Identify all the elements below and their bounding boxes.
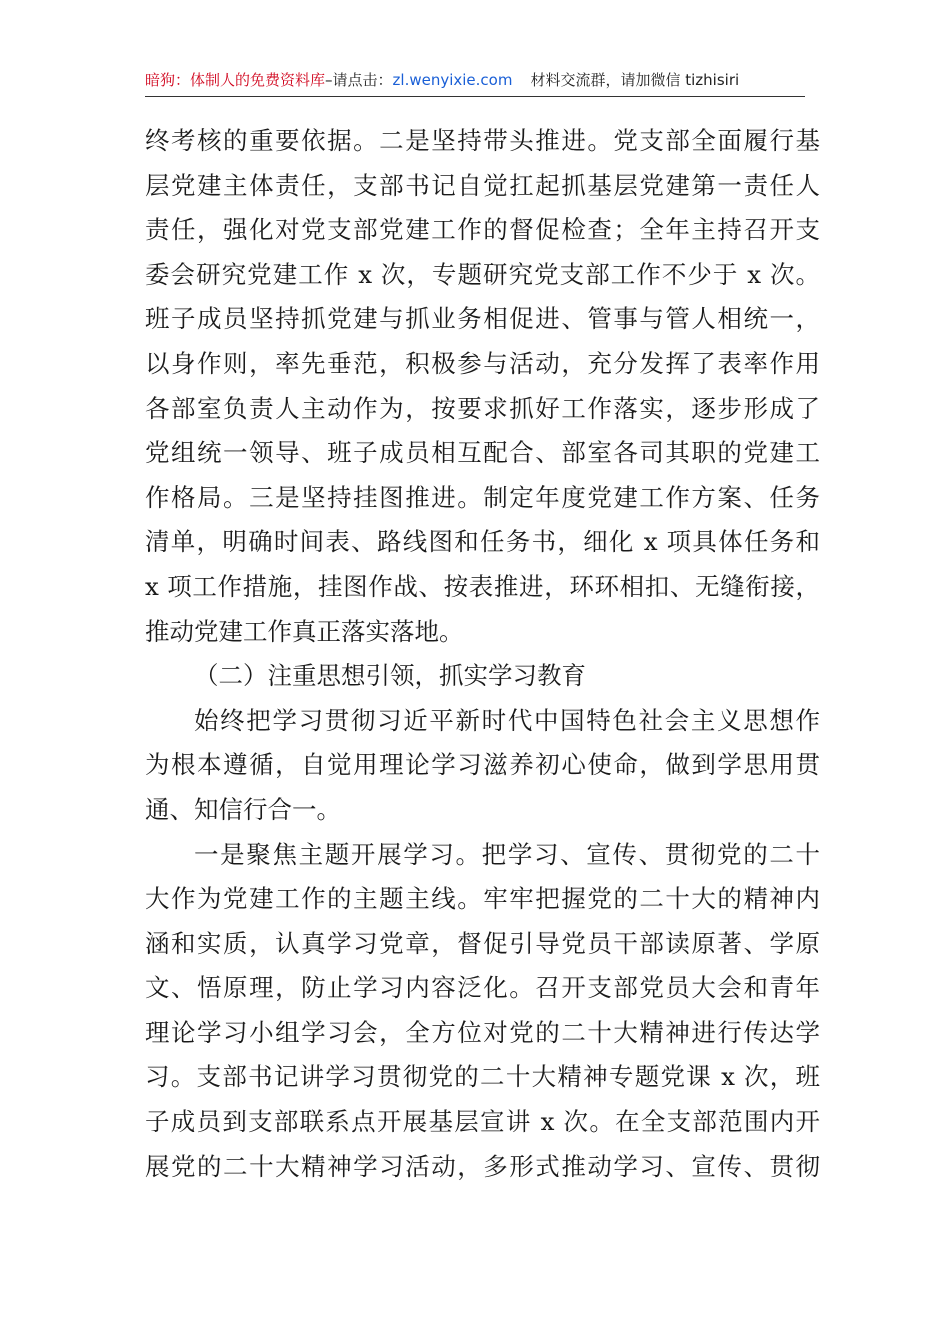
text-line: 习。支部书记讲学习贯彻党的二十大精神专题党课 x 次，班 <box>145 1062 820 1092</box>
text-line: 责任，强化对党支部党建工作的督促检查；全年主持召开支 <box>145 215 820 245</box>
text-line: 展党的二十大精神学习活动，多形式推动学习、宣传、贯彻 <box>145 1151 820 1181</box>
header-click-prompt: –请点击： <box>325 71 393 89</box>
text-line: 为根本遵循，自觉用理论学习滋养初心使命，做到学思用贯 <box>145 750 820 780</box>
page-header-banner <box>145 66 805 97</box>
text-line: 始终把学习贯彻习近平新时代中国特色社会主义思想作 <box>194 705 820 735</box>
text-line: 层党建主体责任，支部书记自觉扛起抓基层党建第一责任人 <box>145 170 820 200</box>
header-site-name: 暗狗：体制人的免费资料库 <box>145 71 326 89</box>
text-line: 子成员到支部联系点开展基层宣讲 x 次。在全支部范围内开 <box>145 1107 820 1137</box>
text-line: 委会研究党建工作 x 次，专题研究党支部工作不少于 x 次。 <box>145 259 820 289</box>
text-line: 党组统一领导、班子成员相互配合、部室各司其职的党建工 <box>145 438 820 468</box>
header-site-link[interactable]: zl.wenyixie.com <box>392 71 513 89</box>
text-line: 终考核的重要依据。二是坚持带头推进。党支部全面履行基 <box>145 126 820 155</box>
text-line: 清单，明确时间表、路线图和任务书，细化 x 项具体任务和 <box>145 527 820 557</box>
text-line: 通、知信行合一。 <box>145 794 341 824</box>
text-line: 作格局。三是坚持挂图推进。制定年度党建工作方案、任务 <box>145 482 820 512</box>
text-line: 涵和实质，认真学习党章，督促引导党员干部读原著、学原 <box>145 928 820 958</box>
header-wechat-note: 材料交流群，请加微信 tizhisiri <box>530 71 740 89</box>
text-line: 大作为党建工作的主题主线。牢牢把握党的二十大的精神内 <box>145 884 820 914</box>
text-line: 一是聚焦主题开展学习。把学习、宣传、贯彻党的二十 <box>194 839 820 869</box>
section-heading: （二）注重思想引领，抓实学习教育 <box>194 661 586 691</box>
text-line: 理论学习小组学习会，全方位对党的二十大精神进行传达学 <box>145 1017 820 1047</box>
text-line: 文、悟原理，防止学习内容泛化。召开支部党员大会和青年 <box>145 973 820 1003</box>
document-body <box>145 119 820 1189</box>
text-line: 推动党建工作真正落实落地。 <box>145 616 464 646</box>
text-line: 各部室负责人主动作为，按要求抓好工作落实，逐步形成了 <box>145 393 820 423</box>
text-line: 班子成员坚持抓党建与抓业务相促进、管事与管人相统一， <box>145 304 820 334</box>
text-line: 以身作则，率先垂范，积极参与活动，充分发挥了表率作用 <box>145 348 820 378</box>
text-line: x 项工作措施，挂图作战、按表推进，环环相扣、无缝衔接， <box>145 571 820 601</box>
